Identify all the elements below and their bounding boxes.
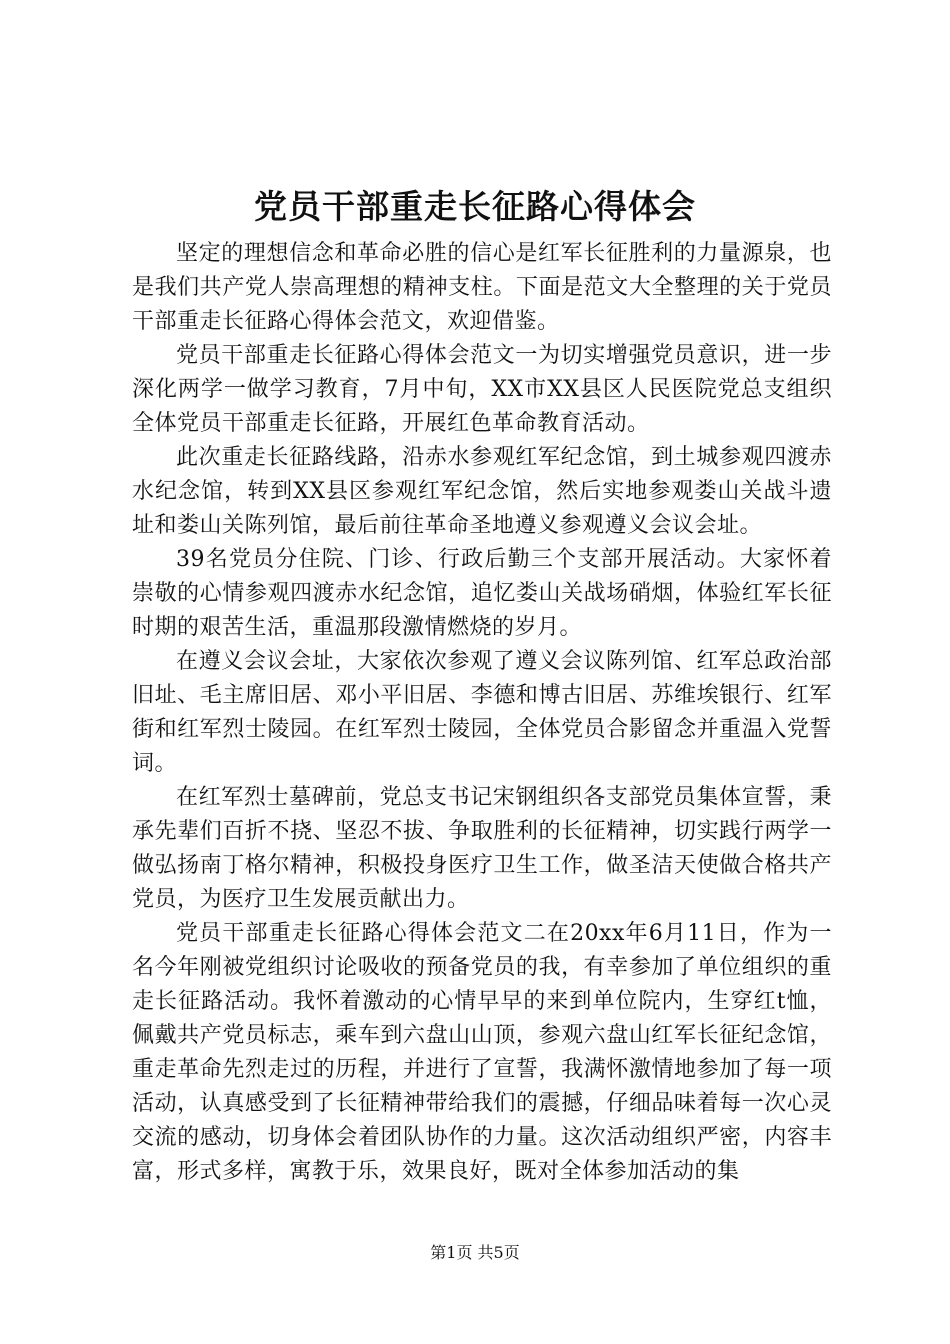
paragraph-intro: 坚定的理想信念和革命必胜的信心是红军长征胜利的力量源泉，也是我们共产党人崇高理想的精神支柱。下面是范文大全整理的关于党员干部重走长征路心得体会范文，欢迎借鉴。: [132, 241, 832, 334]
paragraph-oath: 在红军烈士墓碑前，党总支书记宋钢组织各支部党员集体宣誓，秉承先辈们百折不挠、坚忍不拔、争取胜利的长征精神，切实践行两学一做弘扬南丁格尔精神，积极投身医疗卫生工作，做圣洁天使做合格共产党员，为医疗卫生发展贡献出力。: [132, 785, 832, 912]
document-body: [132, 237, 832, 1189]
paragraph-branches: 39名党员分住院、门诊、行政后勤三个支部开展活动。大家怀着崇敬的心情参观四渡赤水纪念馆，追忆娄山关战场硝烟，体验红军长征时期的艰苦生活，重温那段激情燃烧的岁月。: [132, 547, 832, 640]
page-footer: 第1页 共5页: [430, 1243, 520, 1262]
document-title: 党员干部重走长征路心得体会: [254, 187, 696, 226]
paragraph-sample-one: 党员干部重走长征路心得体会范文一为切实增强党员意识，进一步深化两学一做学习教育，7月中旬，XX市XX县区人民医院党总支组织全体党员干部重走长征路，开展红色革命教育活动。: [132, 343, 832, 436]
paragraph-zunyi-site: 在遵义会议会址，大家依次参观了遵义会议陈列馆、红军总政治部旧址、毛主席旧居、邓小平旧居、李德和博古旧居、苏维埃银行、红军街和红军烈士陵园。在红军烈士陵园，全体党员合影留念并重温入党誓词。: [132, 649, 832, 776]
paragraph-sample-two: 党员干部重走长征路心得体会范文二在20xx年6月11日，作为一名今年刚被党组织讨论吸收的预备党员的我，有幸参加了单位组织的重走长征路活动。我怀着激动的心情早早的来到单位院内，生穿红t恤，佩戴共产党员标志，乘车到六盘山山顶，参观六盘山红军长征纪念馆，重走革命先烈走过的历程，并进行了宣誓，我满怀激情地参加了每一项活动，认真感受到了长征精神带给我们的震撼，仔细品味着每一次心灵交流的感动，切身体会着团队协作的力量。这次活动组织严密，内容丰富，形式多样，寓教于乐，效果良好，既对全体参加活动的集: [132, 921, 832, 1184]
paragraph-route: 此次重走长征路线路，沿赤水参观红军纪念馆，到土城参观四渡赤水纪念馆，转到XX县区参观红军纪念馆，然后实地参观娄山关战斗遗址和娄山关陈列馆，最后前往革命圣地遵义参观遵义会议会址。: [132, 445, 832, 538]
